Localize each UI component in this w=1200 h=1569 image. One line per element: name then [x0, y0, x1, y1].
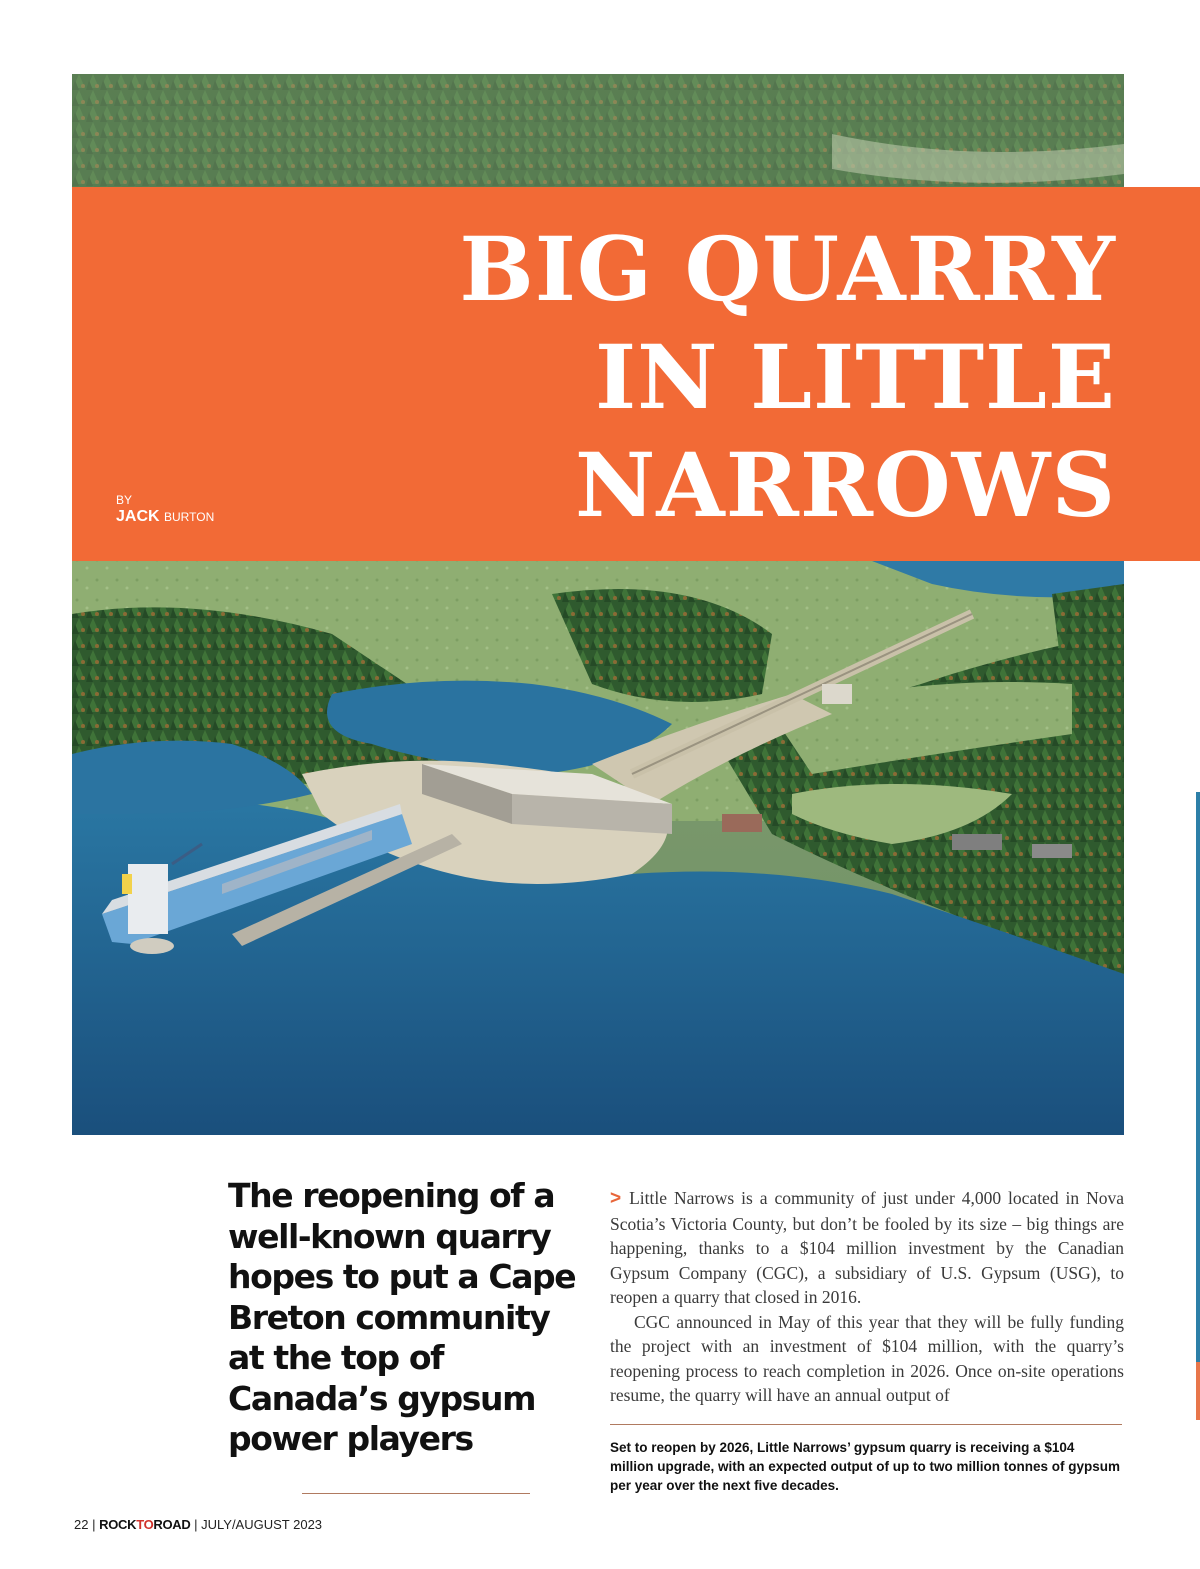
headline-line: BIG QUARRY [459, 217, 1116, 321]
byline [116, 494, 214, 526]
author-first-name: JACK [116, 507, 160, 525]
magazine-logo [99, 1517, 190, 1532]
title-band [72, 187, 1200, 561]
page-folio [74, 1517, 322, 1532]
paragraph-text: Little Narrows is a community of just under 4,000 located in Nova Scotia’s Victoria County, but don’t be fooled by its size – big things are happening, thanks to a $104 million investment by the Canadian Gypsum Company (CGC), a subsidiary of U.S. Gypsum (USG), to reopen a quarry that closed in 2016. [610, 1188, 1124, 1307]
body-paragraph: CGC announced in May of this year that they will be fully funding the project with an investment of $104 million, with the quarry’s reopening process to reach completion in 2026. Once on-site operations resume, the quarry will have an annual output of [610, 1311, 1124, 1405]
headline-line: IN LITTLE [594, 325, 1116, 429]
article-deck: The reopening of a well-known quarry hopes to put a Cape Breton community at the top of Canada’s gypsum power players [228, 1176, 576, 1458]
headline-line: NARROWS [574, 433, 1116, 537]
folio-separator: | [194, 1517, 198, 1532]
folio-separator: | [92, 1517, 96, 1532]
article-body [610, 1186, 1124, 1408]
deck-divider [302, 1493, 530, 1494]
body-paragraph [610, 1186, 1124, 1310]
byline-prefix: BY [116, 493, 133, 507]
edge-accent-orange [1196, 1362, 1200, 1420]
logo-part: TO [136, 1517, 154, 1532]
issue-date: JULY/AUGUST 2023 [201, 1517, 323, 1532]
page-number: 22 [74, 1517, 89, 1532]
edge-accent-blue [1196, 792, 1200, 1362]
author-last-name: BURTON [164, 509, 215, 524]
logo-part: ROCK [99, 1517, 137, 1532]
lead-arrow-icon: > [610, 1188, 622, 1209]
headline [459, 215, 1116, 539]
photo-caption: Set to reopen by 2026, Little Narrows’ gypsum quarry is receiving a $104 million upgrade, with an expected output of up to two million tonnes of gypsum per year over the next five decades. [610, 1440, 1120, 1493]
logo-part: ROAD [153, 1517, 191, 1532]
caption-divider [610, 1424, 1122, 1425]
